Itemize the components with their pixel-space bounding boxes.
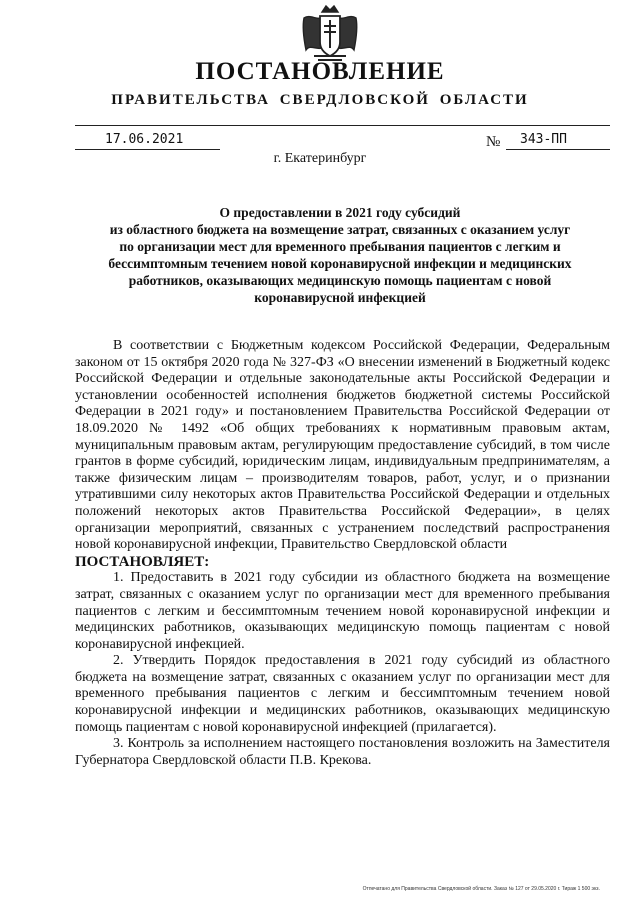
document-title: ПОСТАНОВЛЕНИЕ <box>195 58 445 85</box>
number-field <box>506 131 610 150</box>
print-footer: Отпечатано для Правительства Свердловской области. Заказ № 127 от 29.05.2020 г. Тираж 1 500 экз. <box>362 886 600 892</box>
divider <box>75 125 610 126</box>
document-number: 343-ПП <box>520 132 567 147</box>
item-paragraph: 2. Утвердить Порядок предоставления в 2021 году субсидий из областного бюджета на возмещение затрат, связанных с оказанием услуг по организации мест для временного пребывания пациентов с легким и бессимптомным течением новой коронавирусной инфекции и медицинских работников, оказывающих медицинскую помощь пациентам с новой коронавирусной инфекцией (прилагается). <box>75 653 610 735</box>
document-subtitle: ПРАВИТЕЛЬСТВА СВЕРДЛОВСКОЙ ОБЛАСТИ <box>111 92 529 108</box>
date-field <box>75 131 220 150</box>
number-label: № <box>486 134 501 150</box>
heading-line: из областного бюджета на возмещение затрат, связанных с оказанием услуг <box>109 222 571 237</box>
coat-of-arms-icon <box>298 4 362 66</box>
heading-line: работников, оказывающих медицинскую помощь пациентам с новой <box>128 273 552 288</box>
item-paragraph: 3. Контроль за исполнением настоящего постановления возложить на Заместителя Губернатора Свердловской области П.В. Крекова. <box>75 736 610 768</box>
heading-line: бессимптомным течением новой коронавирусной инфекции и медицинских <box>108 256 572 271</box>
preamble-paragraph: В соответствии с Бюджетным кодексом Российской Федерации, Федеральным законом от 15 октября 2020 года № 327-ФЗ «О внесении изменений в Бюджетный кодекс Российской Федерации и отдельные законодательные акты Российской Федерации и установлении особенностей исполнения бюджетов бюджетной системы Российской Федерации в 2021 году» и постановлением Правительства Российской Федерации от 18.09.2020 № 1492 «Об общих требованиях к нормативным правовым актам, муниципальным правовым актам, регулирующим предоставление субсидий, в том числе грантов в форме субсидий, юридическим лицам, индивидуальным предпринимателям, а также физическим лицам – производителям товаров, работ, услуг, и о признании утратившими силу некоторых актов Правительства Российской Федерации и отдельных положений некоторых актов Правительства Российской Федерации», в целях организации мероприятий, связанных с устранением последствий распространения новой коронавирусной инфекции, Правительство Свердловской области <box>75 338 610 553</box>
decree-word: ПОСТАНОВЛЯЕТ: <box>75 553 210 570</box>
document-body <box>75 338 610 769</box>
document-date: 17.06.2021 <box>105 132 184 147</box>
heading-line: О предоставлении в 2021 году субсидий <box>219 205 461 220</box>
document-heading <box>70 204 610 306</box>
heading-line: коронавирусной инфекцией <box>254 290 426 305</box>
city: г. Екатеринбург <box>273 151 367 166</box>
item-paragraph: 1. Предоставить в 2021 году субсидии из областного бюджета на возмещение затрат, связанных с оказанием услуг по организации мест для временного пребывания пациентов с легким и бессимптомным течением новой коронавирусной инфекции и медицинских работников, оказывающих медицинскую помощь пациентам с новой коронавирусной инфекцией. <box>75 570 610 652</box>
heading-line: по организации мест для временного пребывания пациентов с легким и <box>119 239 561 254</box>
